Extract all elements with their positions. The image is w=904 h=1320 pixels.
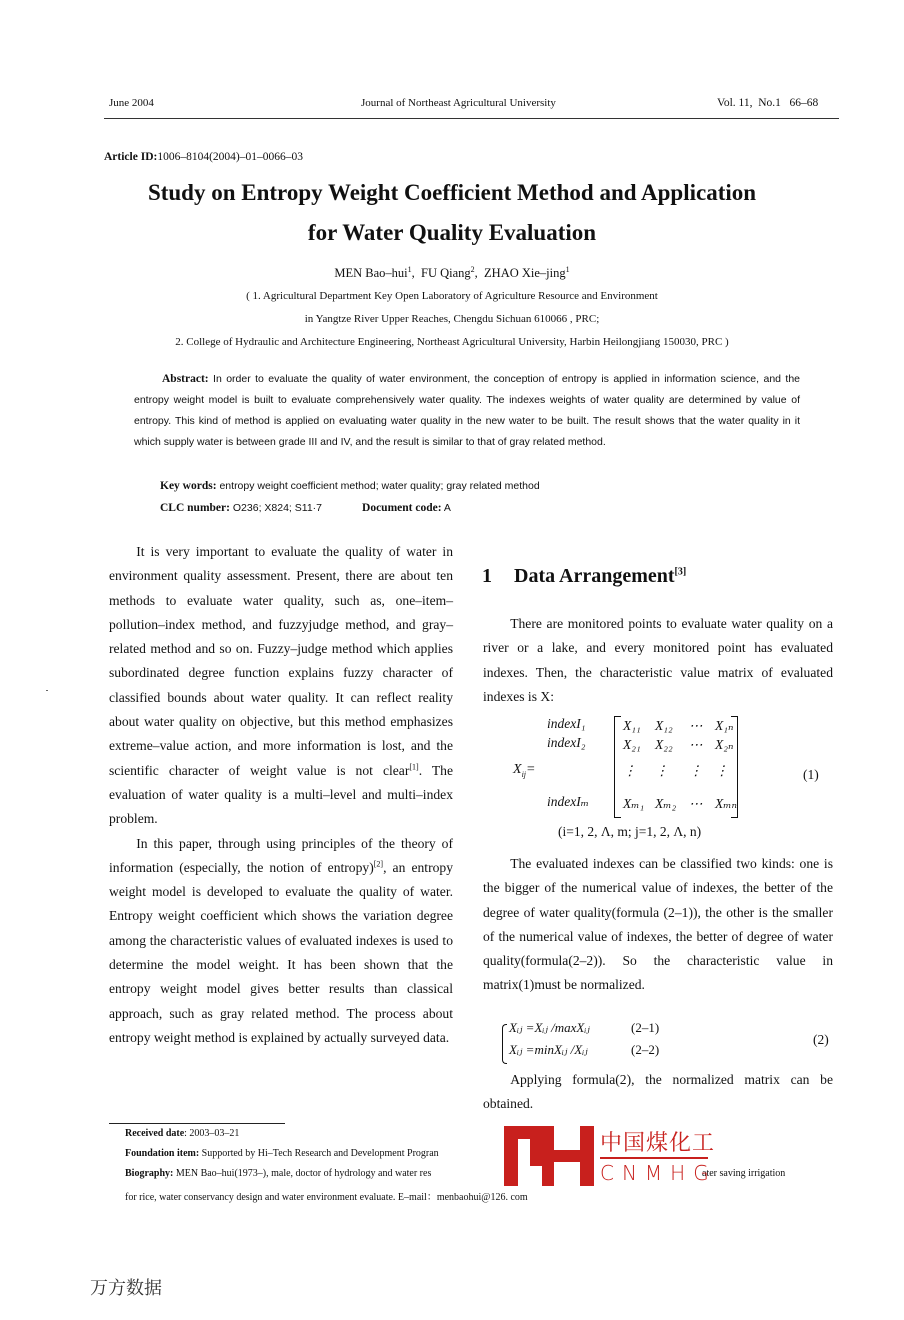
wanfang-data-brand: 万方数据 [90, 1278, 162, 1299]
author: ZHAO Xie–jing$^1$ [484, 264, 570, 280]
section-title: Data Arrangement [514, 565, 675, 587]
running-header-volume: Vol. 11, No.1 66–68 [717, 97, 819, 109]
scan-mark [46, 690, 48, 691]
keywords-text: entropy weight coefficient method; water quality; gray related method [219, 480, 540, 492]
matrix-cell: X₁₁ [623, 718, 641, 733]
article-id-label: Article ID: [104, 151, 158, 163]
matrix-cell: Xₘ₂ [655, 796, 677, 811]
equation-number-2: (2) [813, 1032, 829, 1047]
biography: Biography: MEN Bao–hui(1973–), male, doctor of hydrology and water res [125, 1168, 432, 1179]
abstract [134, 369, 800, 453]
affiliation-line-3: 2. College of Hydraulic and Architecture Engineering, Northeast Agricultural University, Harbin Heilongjiang 150030, PRC ) [175, 336, 729, 348]
header-rule [104, 118, 839, 119]
clc-value: O236; X824; S11·7 [232, 502, 323, 514]
section-heading [482, 565, 686, 588]
running-header-date: June 2004 [109, 97, 154, 109]
paper-title [0, 173, 904, 253]
formula-2-1: Xᵢⱼ =Xᵢⱼ /maxXᵢⱼ [509, 1020, 590, 1035]
equation-number-1: (1) [803, 767, 819, 782]
matrix-left-bracket [614, 716, 621, 818]
matrix-cell: ⋮ [655, 763, 669, 778]
matrix-cell: X₂₁ [623, 737, 641, 752]
title-line-2: for Water Quality Evaluation [307, 220, 597, 245]
section-paragraph-3: Applying formula(2), the normalized matrix can be obtained. [483, 1072, 833, 1112]
affiliation-line-1: ( 1. Agricultural Department Key Open Laboratory of Agriculture Resource and Environment [246, 290, 658, 302]
section-number: 1 [482, 565, 492, 587]
article-id-value: 1006–8104(2004)–01–0066–03 [157, 151, 303, 163]
matrix-cell: ⋮ [623, 763, 637, 778]
section-paragraph-2: The evaluated indexes can be classified two kinds: one is the bigger of the numerical value of indexes, the better of the degree of water quality(formula (2–1)), the other is the smaller of the numerical value of indexes, the better of degree of water quality(formula(2–2)). So the characteristic value in matrix(1)must be normalized. [483, 856, 833, 993]
citation-3[interactable]: [3] [674, 566, 687, 578]
formula-2-2: Xᵢⱼ =minXᵢⱼ /Xᵢⱼ [509, 1042, 588, 1057]
doc-code-label: Document code: [362, 502, 442, 514]
matrix-lhs: $X_{ij}=$ [513, 762, 536, 779]
matrix-cell: Xₘₙ [715, 796, 737, 811]
matrix-row-label: indexIₘ [547, 794, 590, 809]
biography-line-2: for rice, water conservancy design and water environment evaluate. E–mail：menbaohui@126. com [125, 1192, 528, 1203]
clc-label: CLC number: [160, 502, 230, 514]
citation-1[interactable]: [1] [409, 762, 419, 772]
matrix-cell: ⋮ [689, 763, 703, 778]
citation-2[interactable]: [2] [373, 859, 384, 869]
matrix-cell: ⋮ [715, 763, 729, 778]
foundation-item: Foundation item: Supported by Hi–Tech Research and Development Progran [125, 1148, 439, 1159]
intro-paragraph-1: It is very important to evaluate the quality of water in environment quality assessment. Present, there are about ten methods to evaluate water quality, such as, one–item–pollution–index method, and fuzzyjudge method, and gray–related method and so on. Fuzzy–judge method which applies subordinated degree function explains fuzzy character of classified bounds about water quality. It can reflect reality about water quality on objective, but this method emphasizes extreme–value action, and more information is lost, and the scientific character of weight value is not clear[1]. The evaluation of water quality is a multi–level and multi–index problem. [109, 544, 453, 827]
matrix-cell: ⋯ [689, 796, 703, 811]
formula-2-1-tag: (2–1) [631, 1020, 660, 1035]
logo-english-text: CNMHG [600, 1161, 717, 1185]
title-line-1: Study on Entropy Weight Coefficient Method and Application [147, 180, 757, 205]
clc-line [160, 502, 451, 514]
matrix-equation [483, 712, 839, 847]
keywords-label: Key words: [160, 480, 217, 492]
logo-underline [600, 1157, 708, 1159]
affiliation-line-2: in Yangtze River Upper Reaches, Chengdu Sichuan 610066 , PRC; [304, 313, 600, 325]
article-id [104, 151, 303, 163]
normalization-formula [483, 1020, 839, 1068]
abstract-label: Abstract: [162, 373, 209, 385]
matrix-cell: Xₘ₁ [623, 796, 645, 811]
running-header-journal: Journal of Northeast Agricultural University [361, 97, 556, 109]
author-list: MEN Bao–hui$^1$, FU Qiang$^2$, ZHAO Xie–jing$^1$ [334, 264, 570, 280]
matrix-cell: X₁₂ [655, 718, 673, 733]
matrix-row-label: indexI₂ [547, 735, 586, 750]
matrix-cell: ⋯ [689, 718, 703, 733]
intro-paragraph-2: In this paper, through using principles of the theory of information (especially, the notion of entropy)[2], an entropy weight model is developed to evaluate the quality of water. Entropy weight coefficient which shows the variation degree among the characteristic values of evaluated indexes is used to determine the model weight. It has been shown that the entropy weight model gives better results than classical approach, such as gray related method. The process about entropy weight method is explained by actually surveyed data. [109, 835, 453, 1045]
section-paragraph-1: There are monitored points to evaluate water quality on a river or a lake, and every monitored point has evaluated indexes. Then, the characteristic value matrix of evaluated indexes is X: [483, 616, 833, 704]
cnmhg-logo-mark [504, 1126, 594, 1186]
abstract-text: In order to evaluate the quality of water environment, the conception of entropy is applied in information science, and the entropy weight model is built to evaluate comprehensively water quality. The indexes weights of water quality are determined by value of entropy. This kind of method is applied on evaluating water quality in the new water to be built. The result shows that the water quality in it which supply water is between grade III and IV, and the result is similar to that of gray related method. [134, 373, 800, 448]
doc-code-value: A [443, 502, 451, 514]
author: MEN Bao–hui$^1$ [334, 264, 412, 280]
footnote-rule [109, 1123, 285, 1124]
matrix-row-label: indexI₁ [547, 716, 586, 731]
received-date: Received date: 2003–03–21 [125, 1128, 240, 1139]
matrix-cell: ⋯ [689, 737, 703, 752]
logo-chinese-text: 中国煤化工 [600, 1131, 716, 1156]
matrix-condition: (i=1, 2, Λ, m; j=1, 2, Λ, n) [558, 824, 702, 839]
matrix-cell: X₂₂ [655, 737, 673, 752]
keywords [160, 480, 540, 492]
matrix-cell: X₁ₙ [715, 718, 734, 733]
author: FU Qiang$^2$ [421, 264, 475, 280]
matrix-cell: X₂ₙ [715, 737, 734, 752]
formula-2-2-tag: (2–2) [631, 1042, 660, 1057]
biography-tail: ater saving irrigation [702, 1168, 786, 1179]
mh-logo-icon [504, 1126, 594, 1186]
formula-brace [502, 1024, 507, 1064]
left-column [109, 540, 453, 1050]
